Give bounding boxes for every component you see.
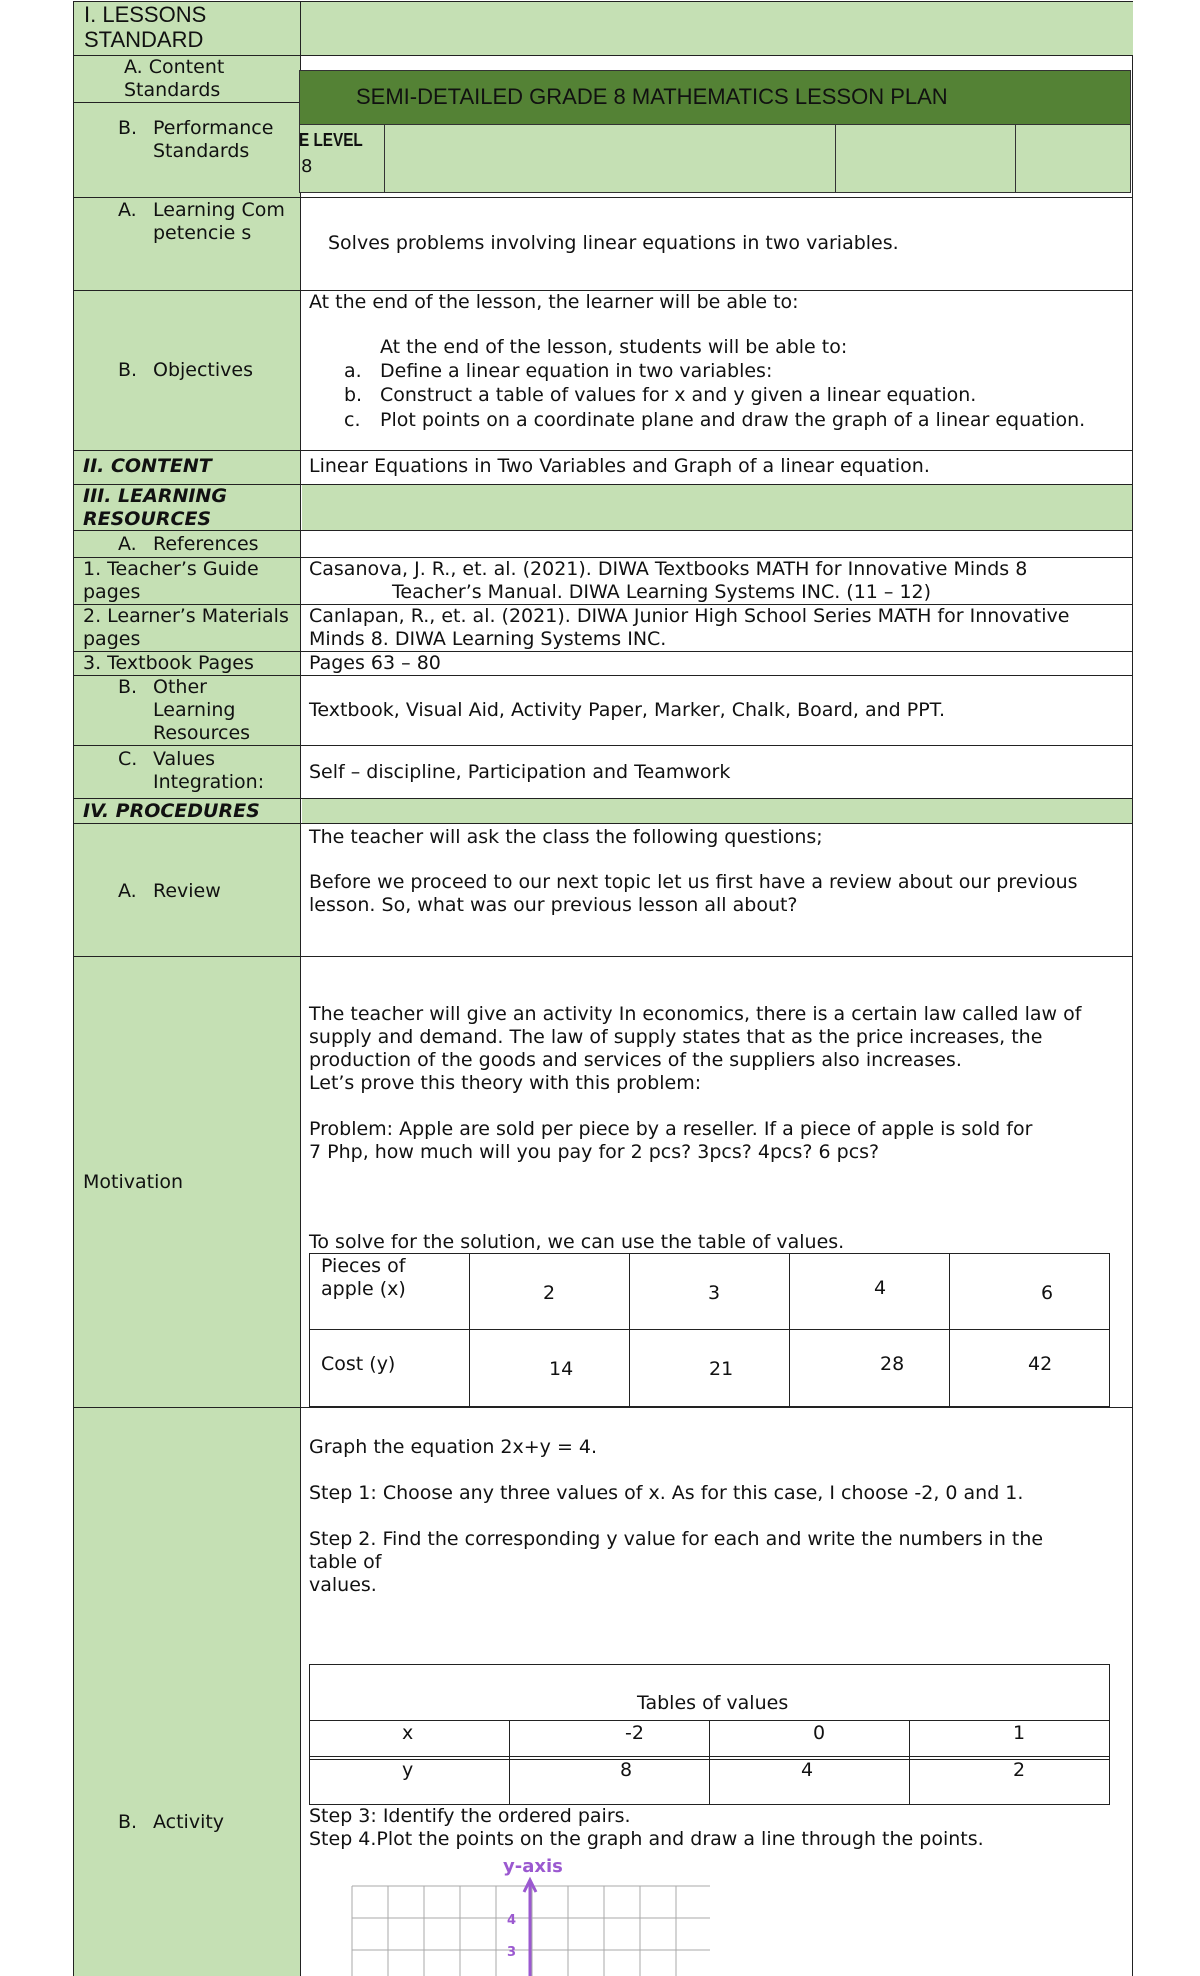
divider (73, 1407, 1133, 1408)
apple-y-label: Cost (y) (321, 1353, 396, 1375)
textbook-pages-label: 3. Textbook Pages (83, 652, 254, 674)
activity-letter: B. (118, 1811, 138, 1833)
grade-divider (384, 125, 385, 193)
performance-standards-label: Performance Standards (153, 117, 274, 162)
apple-table-cell (789, 1253, 950, 1330)
activity-step-2: table of (309, 1551, 382, 1573)
activity-step-4: Step 4.Plot the points on the graph and draw a line through the points. (309, 1828, 984, 1850)
teachers-guide-text-2: Teacher’s Manual. DIWA Learning Systems INC. (11 – 12) (392, 581, 932, 603)
values-label: Values Integration: (153, 748, 265, 793)
content-standards-label: A. Content Standards (124, 56, 225, 101)
grade-divider (1015, 125, 1016, 193)
apple-x-value: 4 (874, 1277, 887, 1299)
resources-heading: III. LEARNING RESOURCES (83, 485, 227, 530)
lessons-standard-right (301, 1, 1133, 55)
coordinate-graph (340, 1850, 720, 1976)
objective-item: Construct a table of values for x and y given a linear equation. (380, 384, 977, 406)
values-y-value: 2 (1013, 1759, 1026, 1781)
performance-standards-letter: B. (118, 117, 138, 139)
teachers-guide-label: 1. Teacher’s Guide pages (83, 558, 259, 603)
divider (73, 745, 1133, 746)
divider (73, 102, 301, 103)
grade-value: 8 (301, 156, 313, 177)
values-table-rule (509, 1720, 510, 1805)
y-tick-label: 3 (507, 1945, 517, 1960)
apple-y-value: 14 (549, 1358, 574, 1380)
review-letter: A. (118, 880, 137, 902)
objectives-intro-2: At the end of the lesson, students will be able to: (380, 336, 848, 358)
values-x-label: x (402, 1722, 414, 1744)
divider (73, 956, 1133, 957)
values-table-rule (709, 1720, 710, 1805)
motivation-line: production of the goods and services of the suppliers also increases. (309, 1049, 962, 1071)
values-y-value: 8 (620, 1759, 633, 1781)
objective-mark: c. (344, 409, 361, 431)
objective-item: Plot points on a coordinate plane and draw the graph of a linear equation. (380, 409, 1086, 431)
lessons-standard-label: I. LESSONS STANDARD (84, 2, 207, 52)
values-y-label: y (402, 1759, 414, 1781)
review-text-1: The teacher will ask the class the following questions; (309, 826, 823, 848)
learning-competencies-text: Solves problems involving linear equations in two variables. (328, 232, 899, 254)
motivation-label: Motivation (83, 1171, 184, 1193)
divider (73, 530, 1133, 531)
review-text-3: lesson. So, what was our previous lesson all about? (309, 894, 798, 916)
divider (73, 197, 1133, 198)
textbook-pages-text: Pages 63 – 80 (309, 652, 441, 674)
references-letter: A. (118, 533, 137, 555)
grade-level-row (299, 125, 1131, 193)
grade-divider (835, 125, 836, 193)
objectives-letter: B. (118, 359, 138, 381)
apple-x-value: 6 (1041, 1282, 1054, 1304)
learning-competencies-label: Learning Competencie s (153, 199, 285, 244)
motivation-line: supply and demand. The law of supply states that as the price increases, the (309, 1026, 1043, 1048)
learners-materials-label: 2. Learner’s Materials pages (83, 605, 289, 650)
procedures-heading: IV. PROCEDURES (83, 800, 260, 822)
activity-step-1: Step 1: Choose any three values of x. As for this case, I choose -2, 0 and 1. (309, 1482, 1024, 1504)
objective-mark: b. (344, 384, 363, 406)
values-text: Self – discipline, Participation and Teamwork (309, 761, 731, 783)
activity-equation: Graph the equation 2x+y = 4. (309, 1436, 598, 1458)
other-resources-text: Textbook, Visual Aid, Activity Paper, Marker, Chalk, Board, and PPT. (309, 699, 946, 721)
apple-y-value: 42 (1028, 1353, 1053, 1375)
apple-x-label: apple (x) (321, 1278, 406, 1300)
values-x-value: -2 (625, 1722, 644, 1744)
resources-right (302, 485, 1132, 530)
objective-item: Define a linear equation in two variables: (380, 360, 773, 382)
values-table-rule (909, 1720, 910, 1805)
activity-step-2: Step 2. Find the corresponding y value for each and write the numbers in the (309, 1528, 1044, 1550)
values-x-value: 0 (813, 1722, 826, 1744)
procedures-right (302, 799, 1132, 823)
motivation-line: The teacher will give an activity In economics, there is a certain law called law of (309, 1003, 1082, 1025)
teachers-guide-text: Casanova, J. R., et. al. (2021). DIWA Textbooks MATH for Innovative Minds 8 (309, 558, 1028, 580)
learners-materials-text: Canlapan, R., et. al. (2021). DIWA Junior High School Series MATH for Innovative (309, 605, 1070, 627)
y-tick-label: 4 (507, 1913, 517, 1928)
banner-title: SEMI-DETAILED GRADE 8 MATHEMATICS LESSON PLAN (356, 84, 948, 109)
other-resources-label: Other Learning Resources (153, 676, 251, 744)
objective-mark: a. (344, 360, 362, 382)
divider (73, 823, 1133, 824)
objectives-label: Objectives (153, 359, 253, 381)
apple-table-cell (949, 1253, 1110, 1330)
review-label: Review (153, 880, 221, 902)
apple-x-value: 2 (543, 1282, 556, 1304)
apple-x-label: Pieces of (321, 1255, 406, 1277)
label-column (73, 1, 301, 1976)
references-label: References (153, 533, 259, 555)
content-text: Linear Equations in Two Variables and Graph of a linear equation. (309, 455, 930, 477)
grade-level-label: E LEVEL (299, 130, 363, 150)
y-axis-label: y-axis (503, 1856, 563, 1877)
apple-table-cell (789, 1329, 950, 1407)
review-text-2: Before we proceed to our next topic let us first have a review about our previous (309, 871, 1078, 893)
other-resources-letter: B. (118, 676, 138, 698)
activity-label: Activity (153, 1811, 225, 1833)
activity-step-3: Step 3: Identify the ordered pairs. (309, 1805, 631, 1827)
apple-y-value: 21 (709, 1358, 734, 1380)
problem-line-2: 7 Php, how much will you pay for 2 pcs? 3pcs? 4pcs? 6 pcs? (309, 1141, 880, 1163)
divider (73, 450, 1133, 451)
activity-step-2: values. (309, 1574, 377, 1596)
values-y-value: 4 (801, 1759, 814, 1781)
motivation-line: Let’s prove this theory with this problem: (309, 1072, 702, 1094)
apple-y-value: 28 (880, 1353, 905, 1375)
values-letter: C. (118, 748, 138, 770)
values-x-value: 1 (1013, 1722, 1026, 1744)
learning-competencies-letter: A. (118, 199, 137, 221)
apple-x-value: 3 (708, 1282, 721, 1304)
objectives-intro: At the end of the lesson, the learner will be able to: (309, 291, 799, 313)
values-table-title: Tables of values (637, 1692, 789, 1714)
learners-materials-text-2: Minds 8. DIWA Learning Systems INC. (309, 628, 667, 650)
solve-line: To solve for the solution, we can use the table of values. (309, 1231, 845, 1253)
problem-line-1: Problem: Apple are sold per piece by a reseller. If a piece of apple is sold for (309, 1118, 1033, 1140)
content-heading: II. CONTENT (83, 455, 212, 477)
